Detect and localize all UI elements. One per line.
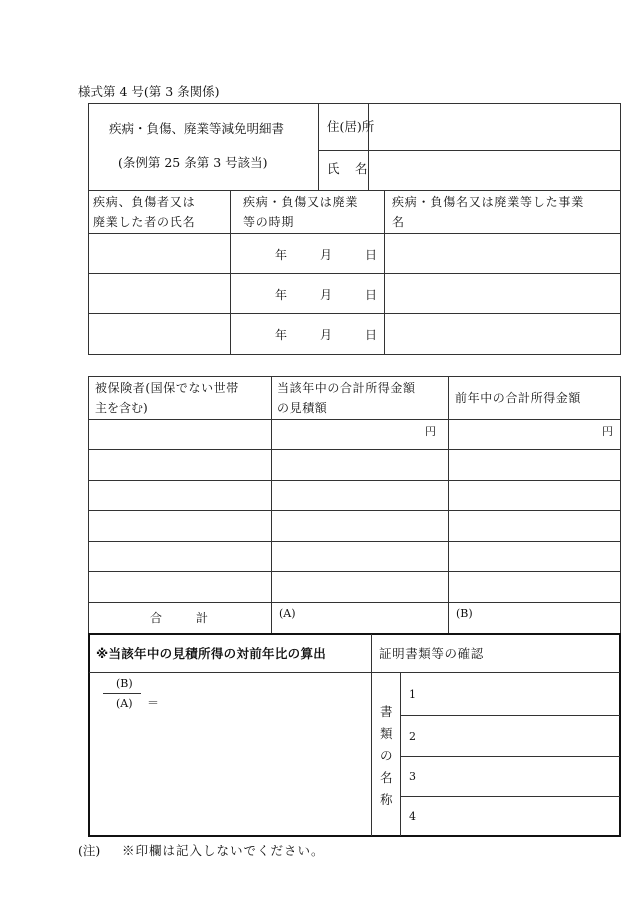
doc-row-1-number: 1 — [409, 688, 416, 701]
name-label-2: 名 — [355, 161, 368, 176]
t1-col3-line2: 名 — [392, 215, 405, 229]
calc-header: ※当該年中の見積所得の対前年比の算出 — [96, 646, 327, 661]
form-subtitle: (条例第 25 条第 3 号該当) — [118, 155, 268, 170]
form-title: 疾病・負傷、廃業等減免明細書 — [109, 121, 285, 136]
doc-row-3-number: 3 — [409, 770, 416, 783]
address-field[interactable] — [372, 106, 617, 148]
t1-col1-line1: 疾病、負傷者又は — [93, 195, 196, 209]
doc-row-2-number: 2 — [409, 730, 416, 743]
total-a-label: (A) — [279, 607, 296, 620]
t2-col2-line1: 当該年中の合計所得金額 — [277, 381, 416, 395]
address-label: 住(居)所 — [327, 119, 375, 134]
t2-col2-line2: の見積額 — [277, 401, 328, 415]
name-field[interactable] — [372, 153, 617, 188]
t1-col1-line2: 廃業した者の氏名 — [93, 215, 196, 229]
yen-unit-previous: 円 — [602, 425, 613, 438]
calc-box — [88, 633, 621, 837]
total-b-label: (B) — [456, 607, 473, 620]
fraction-numerator: (B) — [116, 677, 133, 690]
t1-col3-line1: 疾病・負傷名又は廃業等した事業 — [392, 195, 585, 209]
doc-row-4-number: 4 — [409, 810, 416, 823]
confirm-header: 証明書類等の確認 — [379, 646, 484, 661]
t1-col2-line1: 疾病・負傷又は廃業 — [243, 195, 359, 209]
t2-col3-header: 前年中の合計所得金額 — [455, 391, 582, 405]
fraction-denominator: (A) — [116, 697, 133, 710]
footnote-text: ※印欄は記入しないでください。 — [122, 843, 325, 858]
yen-unit-current: 円 — [425, 425, 436, 438]
t2-col1-line2: 主を含む) — [95, 401, 148, 415]
equals-sign: ＝ — [147, 696, 160, 710]
form-number: 様式第 4 号(第 3 条関係) — [78, 84, 220, 99]
footnote-label: (注) — [78, 843, 101, 858]
name-label-1: 氏 — [327, 161, 340, 176]
t2-col1-line1: 被保険者(国保でない世帯 — [95, 381, 239, 395]
t1-col2-line2: 等の時期 — [243, 215, 295, 229]
